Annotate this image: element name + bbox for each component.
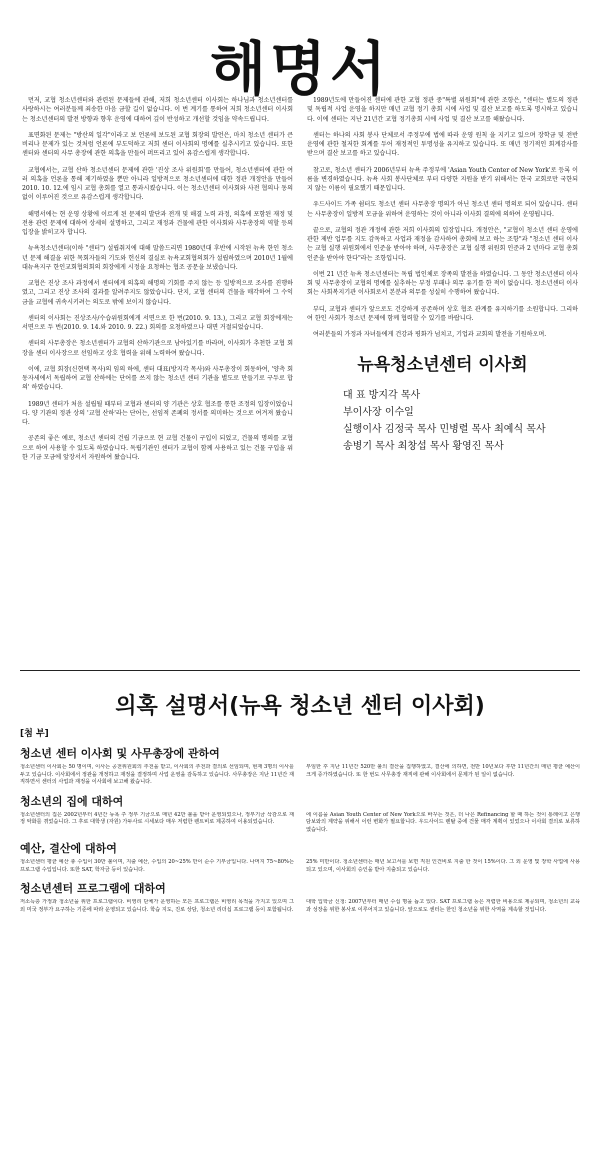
headline: 해명서 [209,35,391,103]
section2-title: 의혹 설명서(뉴욕 청소년 센터 이사회) [115,694,485,719]
section-heading: 청소년 센터 이사회 및 사무총장에 관하여 [20,747,220,760]
paragraph: 부디, 교협과 센터가 앞으로도 건강하게 공존하며 상호 협조 관계를 유지하기를 소원합니다. 그리하여 한인 사회가 청소년 문제에 함께 협력할 수 있기를 바랍니다. [307,305,578,322]
signature-org: 뉴욕청소년센터 이사회 [357,355,528,376]
section-text-right: 부임한 후 지난 11년간 520만 불의 결산을 집행하였고, 결산에 의하면, 전반 10년보다 후반 11년간의 매년 평균 예산이 크게 증가하였습니다. 또 한 번도 사무총장 재직에 관해 이사회에서 문제가 된 일이 없습니다. [306,764,580,778]
section-text-right: 대학 입학금 신청: 2007년부터 매년 수십 명을 돕고 있다. SAT 프로그램 등은 저렴한 비용으로 제공되며, 청소년의 교육과 성장을 위한 봉사로 이루어지고 있습니다. 앞으로도 센터는 한인 청소년을 위한 사역을 계속할 것입니다. [306,899,580,913]
section-heading: 청소년의 집에 대하여 [20,794,124,808]
section-text-left: 청소년센터 이사회는 50 명이며, 이사는 공천위원회의 추천을 받고, 이사회의 추천과 결의로 선임되며, 현재 3명의 이사를 두고 있습니다. 이사회에서 정관을 개정하고 재정을 결정하며 사업 운영을 감독하고 있습니다. 사무총장은 지난 11년간 재직하면서 센터의 사업과 재정을 이사회에 보고해 왔습니다. [20,764,294,786]
right-column [307,96,578,662]
paragraph: 공존의 좋은 예로, 청소년 센터의 건립 기금으로 현 교협 건물이 구입이 되었고, 건물의 명의를 교협으로 하여 사용할 수 있도록 하였습니다. 독립기관인 센터가 교협이 함께 사용하고 있는 건물 구입을 위한 기금 모금에 앞장서서 자원하여 왔습니다. [22,435,293,461]
section-text-left: 저소득층 가정과 청소년을 위한 프로그램이다. 비영리 단체가 운영하는 모든 프로그램은 비영리 목적을 가지고 있으며 그 외 미국 정부가 요구하는 기준에 따라 운영되고 있습니다. 학습 지도, 진로 상담, 청소년 리더십 프로그램 등이 포함됩니다. [20,899,294,913]
paragraph: 센터는 하나의 사회 봉사 단체로서 주정부에 법에 따라 운영 원칙 을 지키고 있으며 장학금 및 전반 운영에 관한 철저한 회계를 두어 재정적인 투명성을 유지하고 있습니다. 또 매년 정기적인 회계감사를 받으며 결산 보고를 하고 있습니다. [307,131,578,158]
paragraph: 우드사이드 가족 쉼터도 청소년 센터 사무총장 명의가 아닌 청소년 센터 명의로 되어 있습니다. 센터는 사무총장이 일방적 모금을 위하여 운영하는 것이 아니라 이사회 결의에 의하여 운영됩니다. [307,201,578,218]
paragraph: 끝으로, 교협의 정관 개정에 관한 저희 이사회의 입장입니다. 개정안은, "교협이 청소년 센터 운영에 관한 제반 업무를 지도 감독하고 사업과 재정을 감사하여 총회에 보고 하는 조항"과 "청소년 센터 이사는 교협 실행 위원회에서 인준을 받아야 하며, 사무총장은 교협 실행 위원회 인준과 2 년마다 교협 총회 인준을 받아야 한다"라는 조항입니다. [307,226,578,262]
left-column [22,96,293,662]
signature-block [307,353,578,455]
section-text-left: 청소년센터의 집은 2002년부터 4년간 뉴욕 주 정부 기금으로 매년 42만 불을 받아 운영되었으나, 정부기금 삭감으로 재정 악화를 겪었습니다. 그 후로 대학생 (자원) 가두사로 시세보다 매우 저렴한 렌트비로 제공하여 이용되었습니다. [20,811,294,826]
paragraph: 이에, 교협 회장(신현택 목사)의 임의 하에, 센터 대표(방지각 목사)와 사무총장이 회동하여, '양측 회동자세에서 독립하여 교협 산하에는 단어를 쓰지 않는 청소년 센터 기관을 별도로 만들기로 구두로 합의' 하였습니다. [22,365,293,392]
paragraph: 뉴욕청소년센터(이하 "센터") 설립취지에 대해 말씀드리면 1980년대 후반에 시작된 뉴욕 한인 청소년 문제 해결을 위한 목회자들의 기도와 헌신의 결실로 뉴욕교회협의회가 설립하였으며 2010년 1월에 대뉴욕지구 한인교회협의회의 회장에게 시정을 요청하는 협조 공문을 보냈습니다. [22,245,293,271]
section-heading: 청소년센터 프로그램에 대하여 [20,882,166,896]
paragraph: 참고로, 청소년 센터가 2006년부터 뉴욕 주정부에 'Asian Youth Center of New York'로 등록 이름을 변경하였습니다. 뉴욕 사회 봉사단체로 부터 다양한 지원을 받기 위해서는 한국 교회로만 국한되지 않는 이름이 필요했기 때문입니다. [307,166,578,192]
paragraph: 1989년도에 만들어진 센터에 관한 교협 정관 중"특별 위원회"에 관한 조항은, "센터는 별도의 정관 및 독립적 사업 운영을 하지만 매년 교협 정기 총회 시에 사업 및 결산 보고를 하도록 명시하고 있습니다. 이에 센터는 지난 21년간 교협 정기총회 시에 사업 및 결산 보고를 해왔습니다. [307,97,578,123]
section-board [0,745,600,787]
section-programs [0,880,600,914]
section-text-left: 청소년센터 평균 예산 총 수입이 30만 불이며, 지출 예산, 수입의 20~25% 만이 순수 기부금입니다. 나머지 75~80%는 프로그램 수입입니다. 또한 SAT, 학자금 등이 있습니다. [20,859,294,873]
paragraph: 여러분들의 가정과 자녀들에게 건강과 평화가 넘치고, 기업과 교회의 발전을 기원하오며. [313,331,547,338]
paragraph: 교협은 진상 조사 과정에서 센터에게 의혹의 해명의 기회를 주지 않는 등 일방적으로 조사를 진행하였고, 그리고 진상 조사의 결과를 알려주지도 않았습니다. 단지, 교협 센터의 건물을 매각하여 그 수익금을 교협에 귀속시키려는 의도로 밖에 보이지 않습니다. [22,280,293,306]
paragraph: 해명서에는 현 운영 상황에 이르게 된 문제의 발단과 전개 및 해결 노력 과정, 의혹에 포함된 재정 및 전용 관련 문제에 대하여 상세히 설명하고, 그리고 재정과 건물에 관한 이사회와 사무총장의 역할 등의 입장을 밝히고자 합니다. [22,210,293,236]
paragraph: 이번 21 년간 뉴욕 청소년센터는 독립 법인체로 장족의 발전을 하였습니다. 그 동안 청소년센터 이사회 및 사무총장이 교협의 명예를 실추하는 부정 부패나 의무 유기를 한 적이 없습니다. 청소년센터 이사회는 사회복지기관 이사회로서 본분과 의무를 성실히 수행하여 왔습니다. [307,270,578,297]
attachment-label: [첨 부] [20,729,49,739]
section-text-right: 25% 미만이다. 청소년센터는 매년 보고서를 보면 직원 인건비로 지출 한 것이 15%이다. 그 외 운영 및 장학 사업에 사용되고 있으며, 이사회의 승인을 받아 지출되고 있습니다. [306,859,580,873]
paragraph: 센터의 이사회는 진상조사/수습위원회에게 서면으로 한 번(2010. 9. 13.), 그리고 교협 회장에게는 서면으로 두 번(2010. 9. 14.와 2010. 9. 22.) 회의를 요청하였으나 대면 거절되었습니다. [22,314,293,331]
paragraph: 교협에서는, 교협 산하 청소년센터 문제에 관한 '진상 조사 위원회'를 만들어, 청소년센터에 관한 여러 의혹을 언론을 통해 제기하였을 뿐만 아니라 일방적으로 청소년센터에 대한 정관 개정안을 만들어 2010. 10. 12.에 임시 교협 총회를 열고 통과시켰습니다. 이는 청소년센터 이사회와 사전 협의나 동의 없이 이루어진 것으로 유감스럽게 생각합니다. [22,166,293,202]
paragraph: 먼저, 교협 청소년센터와 관련된 문제들에 관해, 저희 청소년센터 이사회는 하나님과 청소년센터를 사랑하시는 여러분들께 죄송한 마음 금할 길이 없습니다. 이 번 계기를 통하여 저희 청소년센터 이사회는 청소년센터의 발전 방향과 향후 운영에 대하여 깊이 반성하고 개선할 것임을 약속드립니다. [22,97,293,123]
section-divider [20,670,580,671]
signature-line: 부이사장 이수일 [343,407,414,419]
section-heading: 예산, 결산에 대하여 [20,842,117,856]
section-text-right: 에 이름을 Asian Youth Center of New York으로 바꾸는 것은, 더 나은 Refinancing 할 때 하는 것이 통례이고 은행 담보와의 계약을 위해서 이런 변화가 필요합니다. 우드사이드 렌탈 중에 건물 매각 계획이 있었으나 이사회 결의로 보류하였습니다. [306,811,580,833]
section-youth-house [0,793,600,835]
paragraph: 표면화된 문제는 "방산의 일각"이라고 보 언론에 보도된 교협 회장의 발언은, 마치 청소년 센터가 큰 비리나 문제가 있는 것처럼 언론에 부도덕하고 저희 센터 이사회의 명예를 실추시키고 있습니다. 또한 센터와 센터의 사무 총장에 관한 의혹을 만들어 퍼뜨리고 있어 유감스럽게 생각합니다. [22,131,293,158]
signature-line: 대 표 방지각 목사 [343,390,421,402]
signature-line: 실행이사 김정국 목사 민병렬 목사 최예식 목사 [343,424,546,436]
paragraph: 센터의 사무총장은 청소년센터가 교협의 산하기관으로 남아있기를 바라며, 이사회가 추천한 교협 회장을 센터 이사장으로 선임하고 상호 협력을 위해 노력하여 왔습니다. [22,340,293,357]
signature-line: 송병기 목사 최창섭 목사 황영진 목사 [343,441,504,453]
paragraph: 1989년 센터가 처음 설립될 때부터 교협과 센터의 양 기관은 상호 협조를 통한 조정의 입장이었습니다. 양 기관의 정관 상의 '교협 산하'라는 단어는, 선임적 존폐의 정서를 의미하는 것으로 여겨져 왔습니다. [22,400,293,426]
statement-columns [0,96,600,662]
section-budget [0,840,600,874]
